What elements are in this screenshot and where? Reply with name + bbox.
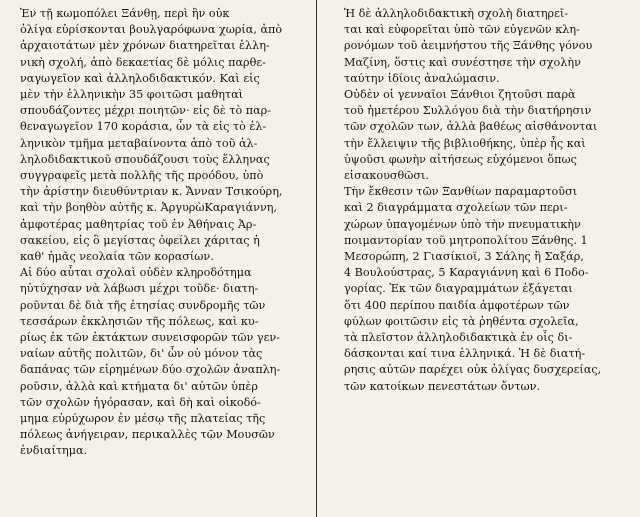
text-line: σπουδάζοντες μέχρι ποιητῶν· εἰς δὲ τὸ παρ-	[20, 104, 272, 118]
text-line: νικὴ σχολή, ἀπὸ δεκαετίας δὲ μόλις παρθε-	[20, 55, 266, 69]
text-line: θεναγωγεῖον 170 κοράσια, ὧν τὰ εἰς τὸ ἑλ-	[20, 120, 267, 134]
right-paragraph	[330, 87, 626, 184]
text-line: Μαζίνη, ὅστις καὶ συνέστησε τὴν σχολὴν	[344, 55, 581, 69]
text-line: τοῦ ἡμετέρου Συλλόγου διὰ τὴν διατήρησιν	[344, 104, 592, 118]
text-line: ἐνδιαίτημα.	[20, 444, 88, 458]
text-line: τῶν σχολῶν ἠγόρασαν, καὶ δὴ καὶ οἰκοδό-	[20, 395, 261, 409]
text-line: Οὐδὲν οἱ γενναῖοι Ξάνθιοι ζητοῦσι παρὰ	[344, 88, 576, 102]
right-column	[330, 6, 626, 395]
text-line: ροῦνται δὲ διὰ τῆς ἐτησίας συνδρομῆς τῶν	[20, 298, 266, 312]
text-line: ληλοδιδακτικοῦ σπουδάζουσι τοὺς ἕλληνας	[20, 152, 270, 166]
text-line: 4 Βουλούστρας, 5 Καραγιάννη καὶ 6 Ποδο-	[344, 266, 589, 280]
left-column	[6, 6, 306, 460]
text-line: ὀλίγα εὑρίσκονται βουλγαρόφωνα χωρία, ἀπὸ	[20, 23, 283, 37]
text-line: ποιμαντορίαν τοῦ μητροπολίτου Ξάνθης. 1	[344, 233, 588, 247]
text-line: Ἡ δὲ ἀλληλοδιδακτικὴ σχολὴ διατηρεῖ-	[344, 7, 569, 20]
text-line: ὅτι 400 περίπου παιδία ἀμφοτέρων τῶν	[344, 298, 570, 312]
text-line: δαπάνας τῶν εἰρημένων δύο σχολῶν ἀναπλη-	[20, 363, 281, 377]
text-line: ναγωγεῖον καὶ ἀλληλοδιδακτικόν. Καὶ εἰς	[20, 71, 260, 85]
text-line: καθ' ἡμᾶς νεολαία τῶν κορασίων.	[20, 250, 214, 264]
text-line: δάσκονται καί τινα ἑλληνικά. Ἡ δὲ διατή-	[344, 347, 586, 361]
text-line: ληνικὸν τμῆμα μεταβαίνοντα ἀπὸ τοῦ ἀλ-	[20, 136, 258, 150]
right-paragraph	[330, 184, 626, 395]
text-line: ἀρχαιοτάτων μὲν χρόνων διατηρεῖται ἑλλη-	[20, 39, 270, 53]
text-line: ρονόμων τοῦ ἀειμνήστου τῆς Ξάνθης γόνου	[344, 39, 593, 53]
text-line: τῶν σχολῶν των, ἀλλὰ βαθέως αἰσθάνονται	[344, 120, 598, 134]
text-line: ρίως ἐκ τῶν ἐκτάκτων συνεισφορῶν τῶν γεν-	[20, 331, 280, 345]
text-line: εἰσακουσθῶσι.	[344, 169, 429, 183]
text-line: Μεσορώπη, 2 Γιασίκιοϊ, 3 Σάλης ἢ Σαξάρ,	[344, 250, 584, 264]
text-line: μημα εὐρύχωρον ἐν μέσῳ τῆς πλατείας τῆς	[20, 412, 266, 426]
left-paragraph	[6, 6, 306, 265]
text-line: ροῦσιν, ἀλλὰ καὶ κτήματα δι' αὐτῶν ὑπὲρ	[20, 379, 258, 393]
text-line: ναίων αὐτῆς πολιτῶν, δι' ὧν οὐ μόνον τὰς	[20, 347, 263, 361]
text-line: χώρων ὑπαγομένων ὑπὸ τὴν πνευματικὴν	[344, 217, 581, 231]
text-line: Αἱ δύο αὗται σχολαὶ οὐδὲν κληροδότημα	[20, 266, 252, 280]
text-line: πόλεως ἀνήγειραν, περικαλλὲς τῶν Μουσῶν	[20, 428, 275, 442]
text-line: τῶν κατοίκων πενεστάτων ὄντων.	[344, 379, 540, 393]
text-line: μὲν τὴν ἑλληνικὴν 35 φοιτῶσι μαθηταὶ	[20, 88, 244, 102]
text-line: καὶ 2 διαγράμματα σχολείων τῶν περι-	[344, 201, 568, 215]
text-line: τὰ πλεῖστον ἀλληλοδιδακτικὰ ἐν οἷς δι-	[344, 331, 573, 345]
text-line: τεσσάρων ἐκκλησιῶν τῆς πόλεως, καὶ κυ-	[20, 314, 259, 328]
right-paragraph	[330, 6, 626, 87]
text-line: ὑψοῦσι φωνὴν αἰτήσεως εὐχόμενοι ὅπως	[344, 152, 577, 166]
text-line: ται καὶ εὐφορεῖται ὑπὸ τῶν εὐγενῶν κλη-	[344, 23, 580, 37]
text-line: τὴν ἔλλειψιν τῆς βιβλιοθήκης, ὑπὲρ ἧς καὶ	[344, 136, 586, 150]
text-line: καὶ τὴν βοηθὸν αὐτῆς κ. ἈργυρὼΚαραγιάννη,	[20, 201, 278, 215]
text-line: γορίας. Ἐκ τῶν διαγραμμάτων ἐξάγεται	[344, 282, 573, 296]
text-line: φύλων φοιτῶσιν εἰς τὰ ῥηθέντα σχολεῖα,	[344, 314, 579, 328]
text-line: συγγραφεῖς μετὰ πολλῆς τῆς προόδου, ὑπὸ	[20, 169, 264, 183]
text-line: Τὴν ἔκθεσιν τῶν Ξανθίων παραμαρτοῦσι	[344, 185, 578, 199]
text-line: ρησις αὐτῶν παρέχει οὐκ ὀλίγας δυσχερείας,	[344, 363, 602, 377]
left-paragraph	[6, 265, 306, 459]
text-line: Ἐν τῇ κωμοπόλει Ξάνθῃ, περὶ ἣν οὐκ	[20, 7, 230, 20]
text-line: σακείου, εἰς ὃ μεγίστας ὀφείλει χάριτας ἡ	[20, 233, 260, 247]
column-divider	[316, 0, 317, 517]
text-line: ἀμφοτέρας μαθητρίας τοῦ ἐν Ἀθήναις Ἀρ-	[20, 217, 257, 231]
text-line: ηὐτύχησαν νὰ λάβωσι μέχρι τοῦδε· διατη-	[20, 282, 259, 296]
text-line: ταύτην ἰδίοις ἀναλώμασιν.	[344, 71, 500, 85]
text-line: τὴν ἀρίστην διευθύντριαν κ. Ἄνναν Τσικούρη,	[20, 185, 283, 199]
